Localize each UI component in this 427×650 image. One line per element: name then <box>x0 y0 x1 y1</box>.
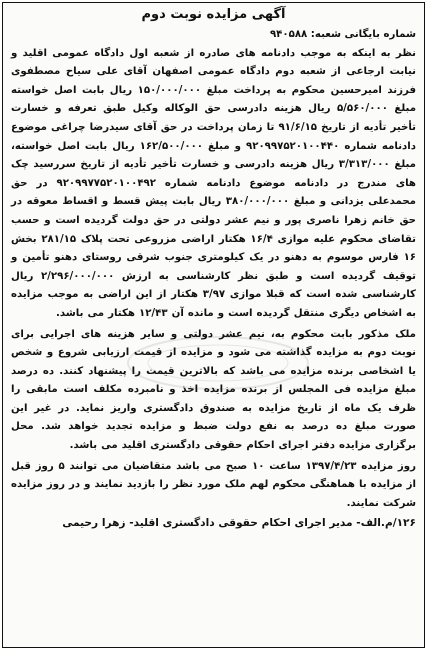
notice-paragraph-auction-date: روز مزایده ۱۳۹۷/۴/۲۳ ساعت ۱۰ صبح می باشد متقاضیان می توانند ۵ روز قبل از مزایده با هماهنگی محکوم لهم ملک مورد نظر را بازدید نمایند و در روز مزایده شرکت نمایند. <box>11 460 416 509</box>
notice-paragraph-auction-terms: ملک مذکور بابت محکوم به، نیم عشر دولتی و سایر هزینه های اجرایی برای نوبت دوم به مزایده گذاشته می شود و مزایده از قیمت ارزیابی شروع و شخص یا اشخاصی برنده مزایده می باشد که بالاترین قیمت را پیشنهاد کنند. ده درصد مبلغ مزایده فی المجلس از برنده مزایده اخذ و نامبرده مکلف است مابقی را ظرف یک ماه از تاریخ مزایده به صندوق دادگستری واریز نماید. در غیر این صورت مبلغ ده درصد به نفع دولت ضبط و مزایده تجدید خواهد شد. محل برگزاری مزایده دفتر اجرای احکام حقوقی دادگستری اقلید می باشد. <box>11 328 416 452</box>
notice-title: آگهی مزایده نوبت دوم <box>141 7 286 22</box>
notice-paragraph-judgment: نظر به اینکه به موجب دادنامه های صادره از شعبه اول دادگاه عمومی اقلید و نیابت ارجاعی از شعبه دوم دادگاه عمومی اصفهان آقای علی سیاح مصطفوی فرزند امیرحسین محکوم به پرداخت مبلغ ۱۵۰/۰۰۰/۰۰۰ ریال بابت اصل خواسته مبلغ ۵/۵۶۰/۰۰۰ ریال هزینه دادرسی حق الوکاله وکیل طبق تعرفه و خسارت تأخیر تأدیه از تاریخ ۹۱/۶/۱۵ تا زمان پرداخت در حق آقای سیدرضا چراغی موضوع دادنامه شماره ۹۲۰۹۹۷۵۲۰۱۰۰۴۴۰ و مبلغ ۱۶۲/۵۰۰/۰۰۰ ریال بابت اصل خواسته، مبلغ ۳/۳۱۳/۰۰۰ ریال هزینه دادرسی و خسارت تأخیر تأدیه از تاریخ سررسید چک های مندرج در دادنامه موضوع دادنامه شماره ۹۲۰۹۹۷۷۵۲۰۱۰۰۴۹۲ در حق محمدعلی یزدانی و مبلغ ۳۸۰/۰۰۰/۰۰۰ ریال بابت پیش قسط و اقساط معوقه در حق خانم زهرا ناصری پور و نیم عشر دولتی در حق دولت گردیده است و حسب تقاضای محکوم علیه موازی ۱۶/۴ هکتار اراضی مزروعی تحت پلاک ۲۸۱/۱۵ بخش ۱۶ فارس موسوم به دهنو در یک کیلومتری جنوب شرقی روستای دهنو تأمین و توقیف گردیده است و طبق نظر کارشناسی به ارزش ۲/۲۹۶/۰۰۰/۰۰۰ ریال کارشناسی شده است که قبلا موازی ۳/۹۷ هکتار از این اراضی به موجب مزایده به اشخاص دیگری منتقل گردیده است و مانده آن ۱۲/۴۳ هکتار می باشد. <box>11 47 417 319</box>
archive-number: شماره بایگانی شعبه: ۹۴۰۵۸۸ <box>269 29 416 40</box>
notice-signature: ۱۲۶/م.الف- مدیر اجرای احکام حقوقی دادگستری اقلید- زهرا رحیمی <box>62 517 416 530</box>
auction-notice <box>2 2 425 648</box>
